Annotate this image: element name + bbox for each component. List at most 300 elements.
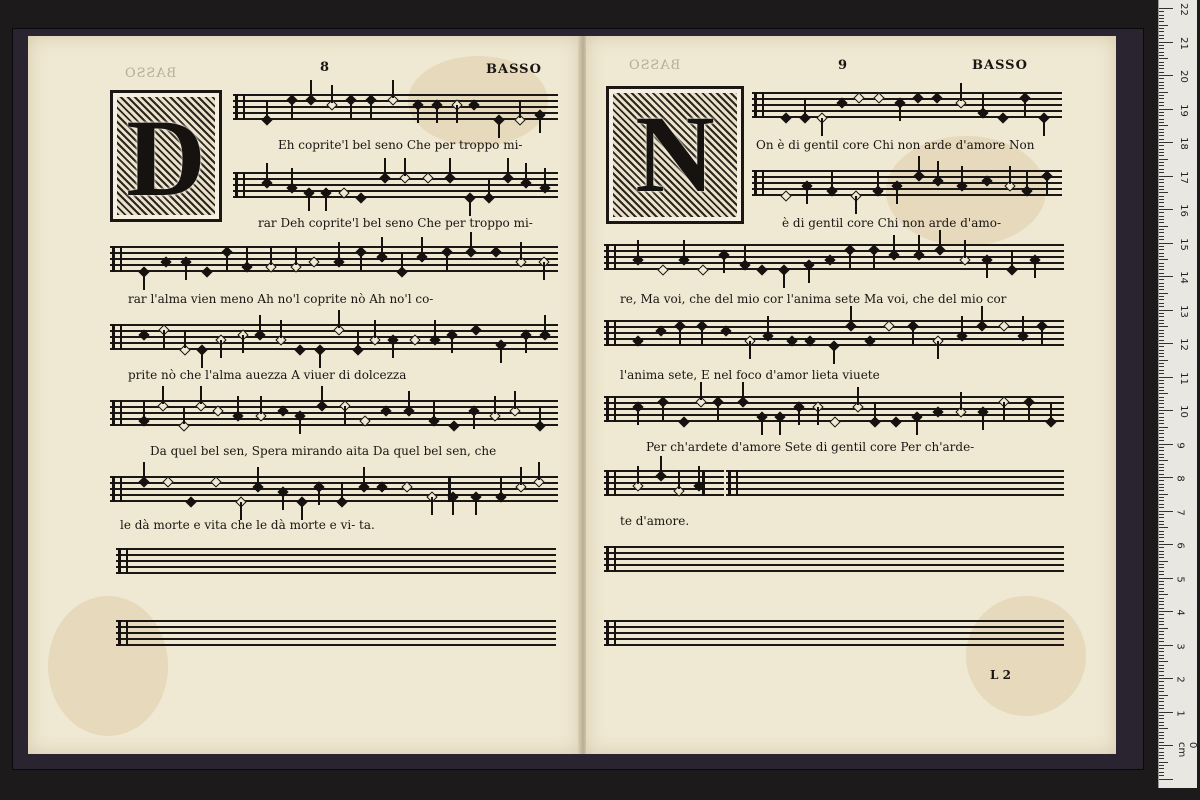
note-stem	[855, 196, 857, 214]
note-stem	[500, 477, 502, 495]
measuring-ruler	[1158, 0, 1197, 788]
ruler-label: 20	[1177, 70, 1189, 83]
ruler-tick	[1159, 564, 1164, 565]
ruler-tick	[1159, 269, 1164, 270]
note-stem	[660, 456, 662, 474]
ruler-tick	[1159, 109, 1173, 110]
ruler-tick	[1159, 286, 1164, 287]
ruler-tick	[1159, 21, 1164, 22]
ruler-tick	[1159, 594, 1168, 595]
ruler-tick	[1159, 712, 1173, 713]
lyric-line: Da quel bel sen, Spera mirando aita Da quel bel sen, che	[150, 444, 497, 458]
ruler-tick	[1159, 571, 1164, 572]
note-stem	[299, 416, 301, 434]
ruler-tick	[1159, 500, 1164, 501]
ruler-tick	[1159, 748, 1164, 749]
ruler-tick	[1159, 521, 1164, 522]
ruler-tick	[1159, 467, 1164, 468]
ruler-tick	[1159, 289, 1164, 290]
note-stem	[637, 240, 639, 258]
ruler-tick	[1159, 296, 1164, 297]
note-stem	[964, 240, 966, 258]
ruler-tick	[1159, 125, 1168, 126]
ruler-tick	[1159, 256, 1164, 257]
note-stem	[896, 186, 898, 204]
note-stem	[184, 330, 186, 348]
ruler-tick	[1159, 417, 1164, 418]
clef-icon	[606, 620, 616, 646]
ruler-tick	[1159, 544, 1173, 545]
note-stem	[220, 340, 222, 358]
note-stem	[1022, 316, 1024, 334]
ruler-tick	[1159, 373, 1164, 374]
ruler-tick	[1159, 658, 1164, 659]
note-stem	[143, 401, 145, 419]
ruler-tick	[1159, 718, 1164, 719]
note-stem	[850, 306, 852, 324]
ruler-tick	[1159, 326, 1168, 327]
clef-icon	[235, 94, 245, 120]
note-stem	[417, 105, 419, 123]
note-stem	[436, 105, 438, 123]
ruler-tick	[1159, 48, 1164, 49]
ruler-label: 14	[1177, 271, 1189, 284]
ruler-tick	[1159, 105, 1164, 106]
ruler-tick	[1159, 78, 1164, 79]
ruler-tick	[1159, 651, 1164, 652]
note-stem	[162, 386, 164, 404]
ruler-tick	[1159, 611, 1173, 612]
note-stem	[282, 492, 284, 510]
note-stem	[539, 406, 541, 424]
note-stem	[761, 417, 763, 435]
music-staff	[604, 244, 1064, 270]
ruler-tick	[1159, 698, 1164, 699]
note-stem	[321, 386, 323, 404]
ruler-tick	[1159, 15, 1164, 16]
ruler-label: 5	[1174, 575, 1186, 583]
ruler-tick	[1159, 222, 1164, 223]
note-stem	[912, 326, 914, 344]
note-stem	[237, 396, 239, 414]
note-stem	[519, 100, 521, 118]
note-stem	[1003, 402, 1005, 420]
note-stem	[451, 335, 453, 353]
ruler-tick	[1159, 276, 1173, 277]
note-stem	[433, 401, 435, 419]
note-stem	[833, 346, 835, 364]
ruler-tick	[1159, 638, 1164, 639]
ruler-label: 0 cm	[1176, 742, 1198, 758]
ruler-tick	[1159, 353, 1164, 354]
lyric-line: è di gentil core Chi non arde d'amo-	[782, 216, 1002, 230]
note-stem	[961, 316, 963, 334]
ruler-tick	[1159, 115, 1164, 116]
ruler-tick	[1159, 534, 1164, 535]
ruler-tick	[1159, 155, 1164, 156]
ruler-tick	[1159, 561, 1168, 562]
ruler-tick	[1159, 608, 1164, 609]
note-stem	[857, 387, 859, 405]
ruler-tick	[1159, 346, 1164, 347]
ruler-tick	[1159, 336, 1164, 337]
ruler-tick	[1159, 735, 1164, 736]
lyric-line: le dà morte e vita che le dà morte e vi- ta.	[120, 518, 375, 532]
ruler-tick	[1159, 182, 1164, 183]
note-stem	[421, 237, 423, 255]
ruler-tick	[1159, 728, 1168, 729]
note-stem	[344, 406, 346, 424]
ruler-tick	[1159, 102, 1164, 103]
ruler-tick	[1159, 413, 1164, 414]
music-staff	[604, 620, 1064, 646]
ruler-tick	[1159, 226, 1168, 227]
note-stem	[338, 310, 340, 328]
ruler-tick	[1159, 323, 1164, 324]
ruler-tick	[1159, 176, 1173, 177]
ruler-label: 17	[1177, 170, 1189, 184]
ruler-tick	[1159, 75, 1173, 76]
ruler-label: 13	[1177, 304, 1189, 318]
note-stem	[143, 462, 145, 480]
ruler-label: 4	[1174, 609, 1186, 616]
ruler-tick	[1159, 393, 1168, 394]
note-stem	[1024, 98, 1026, 116]
note-stem	[266, 163, 268, 181]
note-stem	[452, 497, 454, 515]
music-staff	[116, 620, 556, 646]
ruler-tick	[1159, 655, 1164, 656]
ruler-tick	[1159, 189, 1164, 190]
note-stem	[678, 471, 680, 489]
ruler-tick	[1159, 169, 1164, 170]
note-stem	[637, 407, 639, 425]
note-stem	[381, 237, 383, 255]
lyric-line: l'anima sete, E nel foco d'amor lieta viuete	[620, 368, 880, 382]
ruler-label: 10	[1177, 405, 1189, 418]
ruler-label: 19	[1177, 103, 1189, 117]
ruler-tick	[1159, 427, 1168, 428]
note-stem	[916, 417, 918, 435]
ruler-tick	[1159, 705, 1164, 706]
note-stem	[874, 402, 876, 420]
ruler-tick	[1159, 433, 1164, 434]
ruler-tick	[1159, 648, 1164, 649]
ruler-tick	[1159, 216, 1164, 217]
ruler-tick	[1159, 62, 1164, 63]
ruler-tick	[1159, 98, 1164, 99]
ruler-tick	[1159, 243, 1173, 244]
ruler-tick	[1159, 681, 1164, 682]
note-stem	[470, 232, 472, 250]
ruler-label: 3	[1174, 642, 1186, 650]
bar-line	[702, 470, 705, 496]
note-stem	[798, 407, 800, 425]
note-stem	[260, 396, 262, 414]
ruler-tick	[1159, 554, 1164, 555]
ruler-label: 15	[1177, 237, 1189, 251]
left-page	[28, 36, 580, 754]
running-head: BASSO	[486, 62, 542, 77]
ruler-tick	[1159, 628, 1168, 629]
ruler-tick	[1159, 745, 1173, 746]
note-stem	[525, 163, 527, 181]
ruler-tick	[1159, 159, 1168, 160]
note-stem	[498, 120, 500, 138]
ruler-tick	[1159, 179, 1164, 180]
note-stem	[1034, 260, 1036, 278]
music-staff	[116, 548, 556, 574]
ruler-tick	[1159, 588, 1164, 589]
ruler-tick	[1159, 129, 1164, 130]
note-stem	[291, 168, 293, 186]
note-stem	[525, 335, 527, 353]
note-stem	[804, 98, 806, 116]
ruler-tick	[1159, 695, 1168, 696]
ruler-tick	[1159, 28, 1164, 29]
ruler-tick	[1159, 11, 1164, 12]
note-stem	[270, 247, 272, 265]
ruler-tick	[1159, 511, 1173, 512]
ruler-tick	[1159, 192, 1168, 193]
ruler-tick	[1159, 423, 1164, 424]
note-stem	[1046, 176, 1048, 194]
note-stem	[514, 391, 516, 409]
ruler-tick	[1159, 480, 1164, 481]
ruler-tick	[1159, 356, 1164, 357]
ruler-tick	[1159, 645, 1173, 646]
initial-letter: D	[126, 97, 206, 219]
note-stem	[981, 306, 983, 324]
music-staff	[604, 546, 1064, 572]
ruler-tick	[1159, 765, 1164, 766]
ruler-tick	[1159, 584, 1164, 585]
ruler-tick	[1159, 360, 1168, 361]
note-stem	[325, 193, 327, 211]
note-stem	[779, 417, 781, 435]
note-stem	[723, 255, 725, 273]
ruler-tick	[1159, 172, 1164, 173]
ruler-tick	[1159, 591, 1164, 592]
ruler-tick	[1159, 514, 1164, 515]
ruler-tick	[1159, 430, 1164, 431]
ruler-tick	[1159, 229, 1164, 230]
note-stem	[539, 115, 541, 133]
ruler-tick	[1159, 8, 1173, 9]
ruler-tick	[1159, 219, 1164, 220]
ruler-tick	[1159, 701, 1164, 702]
note-stem	[538, 462, 540, 480]
lyric-line: On è di gentil core Chi non arde d'amore Non	[756, 138, 1035, 152]
note-stem	[404, 158, 406, 176]
ruler-tick	[1159, 363, 1164, 364]
right-page	[586, 36, 1116, 754]
note-stem	[698, 466, 700, 484]
note-stem	[446, 252, 448, 270]
note-stem	[767, 316, 769, 334]
ruler-tick	[1159, 139, 1164, 140]
ruler-tick	[1159, 614, 1164, 615]
ruler-tick	[1159, 72, 1164, 73]
ruler-tick	[1159, 437, 1164, 438]
ruler-tick	[1159, 517, 1164, 518]
paper-stain	[966, 596, 1086, 716]
ruler-tick	[1159, 390, 1164, 391]
ruler-tick	[1159, 557, 1164, 558]
ruler-tick	[1159, 88, 1164, 89]
lyric-line: re, Ma voi, che del mio cor l'anima sete Ma voi, che del mio cor	[620, 292, 1007, 306]
ruler-tick	[1159, 601, 1164, 602]
note-stem	[431, 497, 433, 515]
ruler-tick	[1159, 661, 1168, 662]
ruler-tick	[1159, 380, 1164, 381]
note-stem	[520, 467, 522, 485]
ruler-tick	[1159, 450, 1164, 451]
ruler-tick	[1159, 165, 1164, 166]
lyric-line: prite nò che l'alma auezza A viuer di dolcezza	[128, 368, 407, 382]
ruler-tick	[1159, 132, 1164, 133]
ruler-tick	[1159, 531, 1164, 532]
note-stem	[679, 326, 681, 344]
ruler-tick	[1159, 209, 1173, 210]
note-stem	[469, 198, 471, 216]
ruler-tick	[1159, 762, 1168, 763]
note-stem	[291, 100, 293, 118]
note-stem	[374, 320, 376, 338]
note-stem	[1028, 402, 1030, 420]
note-stem	[143, 272, 145, 290]
ruler-tick	[1159, 232, 1164, 233]
ruler-tick	[1159, 665, 1164, 666]
note-stem	[543, 262, 545, 280]
ruler-tick	[1159, 634, 1164, 635]
ruler-tick	[1159, 779, 1173, 780]
note-stem	[392, 80, 394, 98]
ruler-tick	[1159, 35, 1164, 36]
ruler-tick	[1159, 249, 1164, 250]
ruler-tick	[1159, 685, 1164, 686]
ruler-tick	[1159, 507, 1164, 508]
ruler-tick	[1159, 403, 1164, 404]
note-stem	[1041, 326, 1043, 344]
ruler-tick	[1159, 149, 1164, 150]
lyric-line: te d'amore.	[620, 514, 690, 528]
ruler-tick	[1159, 708, 1164, 709]
ruler-tick	[1159, 196, 1164, 197]
note-stem	[873, 250, 875, 268]
note-stem	[683, 240, 685, 258]
note-stem	[449, 158, 451, 176]
note-stem	[163, 330, 165, 348]
note-stem	[246, 247, 248, 265]
note-stem	[937, 341, 939, 359]
ruler-tick	[1159, 504, 1164, 505]
ruler-tick	[1159, 186, 1164, 187]
lyric-line: Per ch'ardete d'amore Sete di gentil core Per ch'arde-	[646, 440, 975, 454]
ruler-tick	[1159, 253, 1164, 254]
note-stem	[637, 466, 639, 484]
ruler-tick	[1159, 313, 1164, 314]
ruler-tick	[1159, 732, 1164, 733]
ruler-tick	[1159, 604, 1164, 605]
ruler-tick	[1159, 273, 1164, 274]
ruler-tick	[1159, 420, 1164, 421]
ruler-tick	[1159, 444, 1173, 445]
ruler-tick	[1159, 524, 1164, 525]
ruler-tick	[1159, 484, 1164, 485]
note-stem	[242, 335, 244, 353]
ruler-tick	[1159, 474, 1164, 475]
initial-letter: N	[635, 93, 715, 215]
clef-icon	[112, 400, 122, 426]
note-stem	[185, 262, 187, 280]
note-stem	[808, 265, 810, 283]
ruler-tick	[1159, 119, 1164, 120]
note-stem	[456, 105, 458, 123]
decorated-initial	[110, 90, 222, 222]
clef-icon	[235, 172, 245, 198]
ruler-tick	[1159, 58, 1168, 59]
note-stem	[831, 171, 833, 189]
note-stem	[295, 247, 297, 265]
page-number: 8	[320, 60, 330, 75]
ruler-tick	[1159, 152, 1164, 153]
ruler-tick	[1159, 377, 1173, 378]
note-stem	[918, 235, 920, 253]
ruler-tick	[1159, 400, 1164, 401]
ruler-tick	[1159, 95, 1164, 96]
ruler-tick	[1159, 320, 1164, 321]
ruler-tick	[1159, 310, 1173, 311]
note-stem	[1043, 118, 1045, 136]
note-stem	[701, 326, 703, 344]
ruler-tick	[1159, 316, 1164, 317]
note-stem	[310, 80, 312, 98]
note-stem	[266, 100, 268, 118]
ruler-tick	[1159, 497, 1164, 498]
ruler-label: 22	[1177, 3, 1189, 16]
note-stem	[494, 396, 496, 414]
ruler-tick	[1159, 279, 1164, 280]
ruler-tick	[1159, 618, 1164, 619]
ruler-tick	[1159, 621, 1164, 622]
ruler-tick	[1159, 135, 1164, 136]
ruler-label: 18	[1177, 137, 1189, 150]
ruler-tick	[1159, 52, 1164, 53]
note-stem	[488, 178, 490, 196]
ruler-tick	[1159, 38, 1164, 39]
ruler-tick	[1159, 306, 1164, 307]
ruler-tick	[1159, 598, 1164, 599]
ruler-label: 6	[1174, 542, 1186, 549]
ruler-tick	[1159, 31, 1164, 32]
note-stem	[357, 330, 359, 348]
ruler-tick	[1159, 768, 1164, 769]
ruler-tick	[1159, 454, 1164, 455]
note-stem	[520, 242, 522, 260]
ruler-tick	[1159, 303, 1164, 304]
ruler-tick	[1159, 671, 1164, 672]
ruler-tick	[1159, 407, 1164, 408]
note-stem	[817, 407, 819, 425]
ruler-tick	[1159, 92, 1168, 93]
ruler-tick	[1159, 470, 1164, 471]
note-stem	[341, 482, 343, 500]
ruler-tick	[1159, 641, 1164, 642]
ruler-tick	[1159, 212, 1164, 213]
note-stem	[331, 85, 333, 103]
ruler-tick	[1159, 206, 1164, 207]
